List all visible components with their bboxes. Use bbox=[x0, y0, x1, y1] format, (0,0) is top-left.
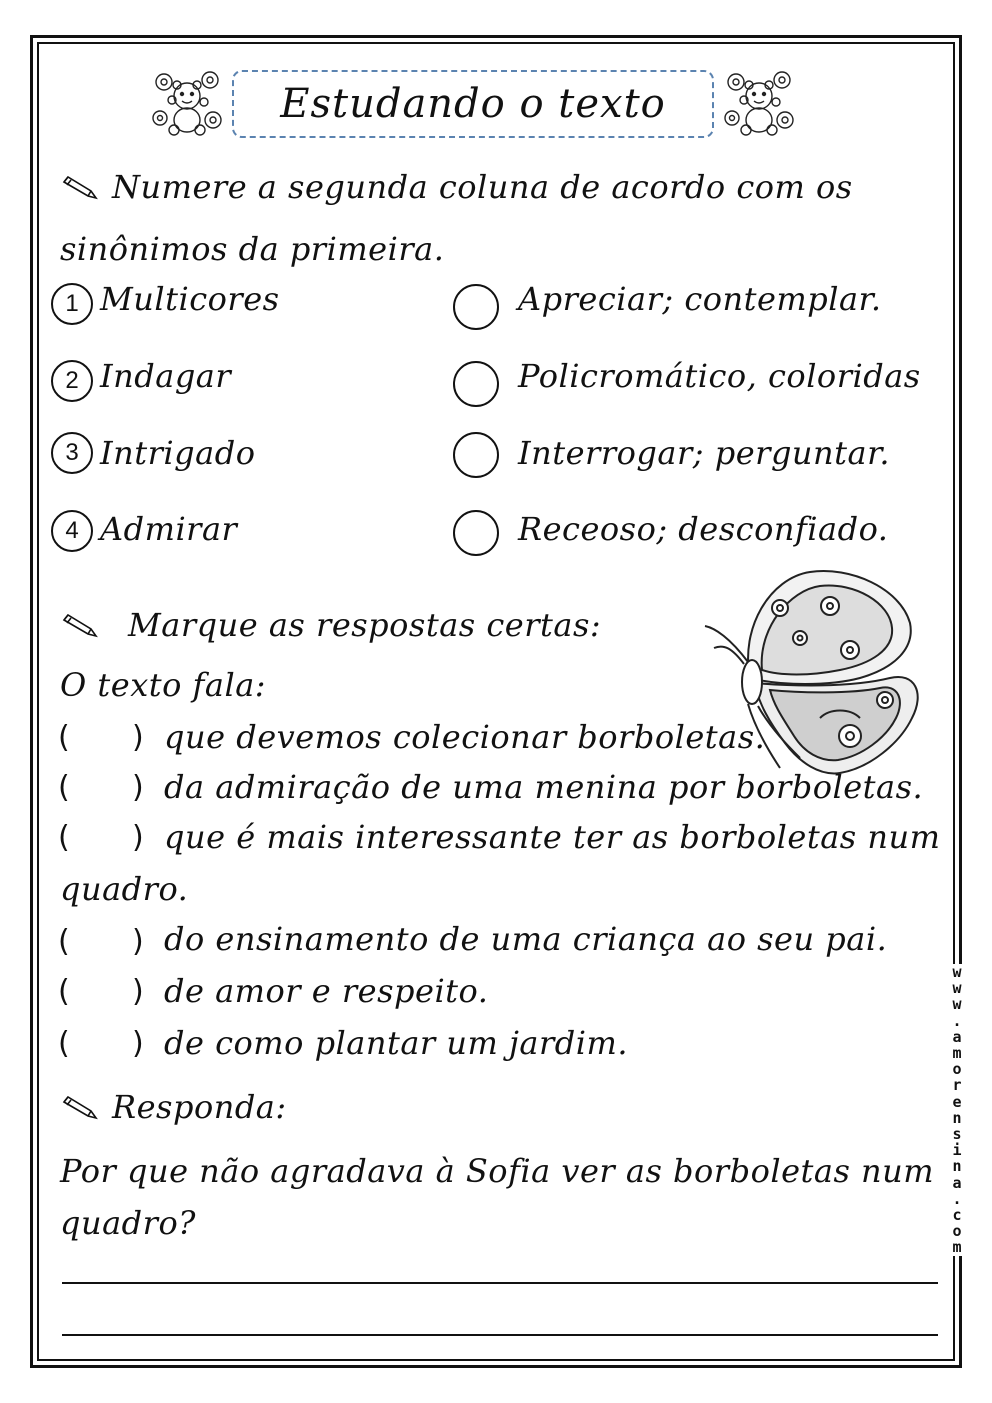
right-word-1: Apreciar; contemplar. bbox=[518, 280, 882, 318]
checkbox-close-6[interactable]: ) bbox=[132, 1026, 144, 1061]
watermark-char: w bbox=[952, 963, 962, 981]
checkbox-close-5[interactable]: ) bbox=[132, 974, 144, 1009]
left-word-3: Intrigado bbox=[100, 434, 256, 472]
watermark-char: w bbox=[952, 979, 962, 998]
instruction-mark: Marque as respostas certas: bbox=[128, 606, 602, 644]
watermark-char: o bbox=[952, 1060, 962, 1079]
left-word-1: Multicores bbox=[100, 280, 280, 318]
teddy-bear-flowers-icon bbox=[722, 68, 796, 138]
checkbox-close-4[interactable]: ) bbox=[132, 924, 144, 959]
watermark-char: a bbox=[952, 1173, 962, 1192]
answer-circle-1[interactable] bbox=[453, 284, 499, 330]
question-line1: Por que não agradava à Sofia ver as borboletas num bbox=[60, 1152, 935, 1190]
pencil-icon bbox=[60, 614, 100, 640]
checkbox-close-1[interactable]: ) bbox=[132, 720, 144, 755]
checkbox-close-3[interactable]: ) bbox=[132, 820, 144, 855]
right-word-2: Policromático, coloridas bbox=[518, 357, 921, 395]
pencil-icon bbox=[60, 1096, 100, 1122]
answer-line-1[interactable] bbox=[62, 1282, 938, 1284]
pencil-icon bbox=[60, 176, 100, 202]
watermark-char: w bbox=[952, 995, 962, 1014]
option-1: que devemos colecionar borboletas. bbox=[164, 718, 766, 756]
checkbox-open-5[interactable]: ( bbox=[58, 974, 70, 1009]
watermark-char: n bbox=[952, 1157, 962, 1176]
number-circle-3: 3 bbox=[51, 432, 93, 474]
option-4: do ensinamento de uma criança ao seu pai. bbox=[164, 920, 888, 958]
watermark-char: o bbox=[952, 1222, 962, 1241]
watermark-char: m bbox=[952, 1238, 962, 1257]
answer-circle-4[interactable] bbox=[453, 510, 499, 556]
question-line2: quadro? bbox=[60, 1204, 196, 1242]
right-word-4: Receoso; desconfiado. bbox=[518, 510, 889, 548]
option-3-continuation: quadro. bbox=[60, 870, 189, 908]
instruction-numbering-line2: sinônimos da primeira. bbox=[60, 230, 445, 268]
watermark-char: e bbox=[952, 1092, 962, 1111]
text-intro: O texto fala: bbox=[60, 666, 267, 704]
watermark-char: c bbox=[952, 1206, 962, 1225]
option-6: de como plantar um jardim. bbox=[164, 1024, 629, 1062]
answer-circle-3[interactable] bbox=[453, 432, 499, 478]
number-circle-2: 2 bbox=[51, 360, 93, 402]
title-box bbox=[232, 70, 714, 138]
watermark-char: i bbox=[952, 1141, 962, 1160]
instruction-answer: Responda: bbox=[112, 1088, 287, 1126]
number-circle-1: 1 bbox=[51, 283, 93, 325]
checkbox-open-4[interactable]: ( bbox=[58, 924, 70, 959]
watermark-char: m bbox=[952, 1044, 962, 1063]
option-3: que é mais interessante ter as borboletas num bbox=[164, 818, 941, 856]
page-title: Estudando o texto bbox=[280, 81, 666, 127]
watermark-char: . bbox=[952, 1011, 962, 1030]
watermark-char: n bbox=[952, 1108, 962, 1127]
instruction-numbering-line1: Numere a segunda coluna de acordo com os bbox=[112, 168, 853, 206]
watermark-char: s bbox=[952, 1125, 962, 1144]
watermark-char: a bbox=[952, 1027, 962, 1046]
answer-circle-2[interactable] bbox=[453, 361, 499, 407]
checkbox-close-2[interactable]: ) bbox=[132, 770, 144, 805]
option-2: da admiração de uma menina por borboletas. bbox=[164, 768, 924, 806]
answer-line-2[interactable] bbox=[62, 1334, 938, 1336]
number-circle-4: 4 bbox=[51, 510, 93, 552]
checkbox-open-1[interactable]: ( bbox=[58, 720, 70, 755]
watermark-char: r bbox=[952, 1076, 962, 1095]
left-word-4: Admirar bbox=[100, 510, 238, 548]
option-5: de amor e respeito. bbox=[164, 972, 489, 1010]
left-word-2: Indagar bbox=[100, 357, 232, 395]
watermark-char: . bbox=[952, 1189, 962, 1208]
website-watermark bbox=[948, 964, 966, 1256]
checkbox-open-3[interactable]: ( bbox=[58, 820, 70, 855]
checkbox-open-2[interactable]: ( bbox=[58, 770, 70, 805]
checkbox-open-6[interactable]: ( bbox=[58, 1026, 70, 1061]
right-word-3: Interrogar; perguntar. bbox=[518, 434, 891, 472]
teddy-bear-flowers-icon bbox=[150, 68, 224, 138]
